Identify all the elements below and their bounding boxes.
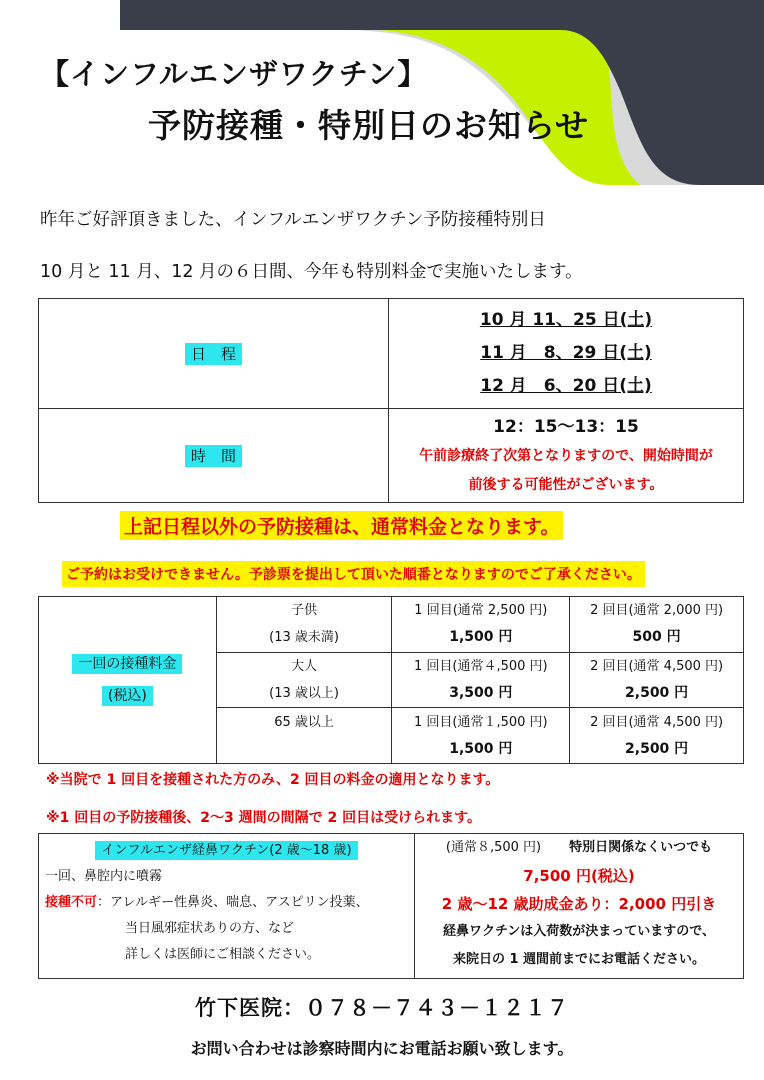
contact-note: お問い合わせは診察時間内にお電話お願い致します。 — [190, 1039, 574, 1058]
page-title-line1: 【インフルエンザワクチン】 — [40, 57, 428, 91]
dates-cell — [389, 299, 744, 409]
intro-line2: 10 月と 11 月、12 月の６日間、今年も特別料金で実施いたします。 — [40, 262, 583, 282]
fee-first-price: 3,500 円 — [449, 684, 513, 701]
nasal-title: インフルエンザ経鼻ワクチン(2 歳～18 歳) — [95, 841, 357, 860]
fee-first-cell — [392, 708, 570, 764]
other-days-notice: 上記日程以外の予防接種は、通常料金となります。 — [120, 511, 563, 540]
fee-group-adult: 大人 — [291, 658, 318, 674]
nasal-contra-label: 接種不可 — [45, 895, 98, 910]
time-value: 12：15～13：15 — [493, 416, 639, 437]
time-note-line2: 前後する可能性がございます。 — [468, 476, 664, 493]
fee-group-child-sub: (13 歳未満) — [269, 630, 339, 646]
fee-second-price: 2,500 円 — [625, 740, 689, 757]
nasal-price-cell — [415, 834, 744, 979]
fee-group-child: 子供 — [291, 603, 318, 619]
nasal-method: 一回、鼻腔内に噴霧 — [45, 869, 163, 884]
nasal-contra-line2: 当日風邪症状ありの方、など — [125, 921, 295, 936]
date-november: 11 月 8、29 日(土) — [480, 343, 652, 363]
nasal-any-day: 特別日関係なくいつでも — [569, 840, 713, 855]
time-note-line1: 午前診療終了次第となりますので、開始時間が — [419, 447, 713, 464]
fee-first-cell — [392, 652, 570, 708]
dates-label: 日 程 — [185, 343, 242, 365]
fee-group-senior: 65 歳以上 — [274, 714, 334, 730]
fee-second-regular: 2 回目(通常 4,500 円) — [590, 714, 724, 730]
clinic-phone: 竹下医院：０７８－７４３－１２１７ — [195, 996, 569, 1020]
nasal-contra-row — [45, 890, 414, 916]
nasal-price: 7,500 円(税込) — [523, 867, 635, 885]
nasal-price-row — [415, 834, 743, 862]
fee-first-regular: 1 回目(通常４,500 円) — [414, 658, 548, 674]
schedule-table — [38, 298, 744, 503]
fee-second-regular: 2 回目(通常 4,500 円) — [590, 658, 724, 674]
fee-second-price: 500 円 — [632, 629, 681, 646]
fee-note-1: ※当院で 1 回目を接種された方のみ、2 回目の料金の適用となります。 — [46, 772, 500, 788]
nasal-regular: (通常８,500 円) — [445, 840, 542, 855]
fee-second-cell — [570, 597, 744, 653]
fee-group-cell — [216, 708, 392, 764]
nasal-contra-line3: 詳しくは医師にご相談ください。 — [125, 947, 321, 962]
fee-label-cell — [39, 597, 217, 764]
intro-line1: 昨年ご好評頂きました、インフルエンザワクチン予防接種特別日 — [40, 210, 546, 230]
fee-group-senior-sub — [217, 736, 392, 763]
nasal-stock-note-line2: 来院日の 1 週間前までにお電話ください。 — [452, 952, 706, 967]
fee-label-line2: (税込) — [102, 686, 153, 706]
nasal-vaccine-table — [38, 833, 744, 979]
fee-second-price: 2,500 円 — [625, 684, 689, 701]
time-label: 時 間 — [185, 445, 242, 467]
fee-second-cell — [570, 652, 744, 708]
nasal-stock-note-line1: 経鼻ワクチンは入荷数が決まっていますので、 — [442, 924, 716, 939]
fee-second-cell — [570, 708, 744, 764]
nasal-subsidy: 2 歳～12 歳助成金あり：2,000 円引き — [441, 895, 717, 913]
time-label-cell — [39, 409, 389, 503]
fee-first-regular: 1 回目(通常１,500 円) — [414, 714, 548, 730]
fee-note-2: ※1 回目の予防接種後、2～3 週間の間隔で 2 回目は受けられます。 — [46, 810, 481, 826]
fee-first-regular: 1 回目(通常 2,500 円) — [414, 603, 548, 619]
fee-second-regular: 2 回目(通常 2,000 円) — [590, 603, 724, 619]
nasal-info-cell — [39, 834, 415, 979]
fee-first-cell — [392, 597, 570, 653]
fee-label-line1: 一回の接種料金 — [72, 654, 182, 674]
no-reservation-notice: ご予約はお受けできません。予診票を提出して頂いた順番となりますのでご了承ください。 — [62, 561, 645, 587]
fee-group-cell — [216, 597, 392, 653]
fee-group-adult-sub: (13 歳以上) — [269, 685, 339, 701]
date-october: 10 月 11、25 日(土) — [479, 310, 653, 330]
page-title-line2: 予防接種・特別日のお知らせ — [148, 106, 590, 145]
fee-first-price: 1,500 円 — [449, 629, 513, 646]
fee-table — [38, 596, 744, 764]
time-cell — [389, 409, 744, 503]
dates-label-cell — [39, 299, 389, 409]
fee-first-price: 1,500 円 — [449, 740, 513, 757]
nasal-contra-text: ：アレルギー性鼻炎、喘息、アスピリン投薬、 — [97, 895, 369, 910]
fee-group-cell — [216, 652, 392, 708]
date-december: 12 月 6、20 日(土) — [480, 376, 652, 396]
